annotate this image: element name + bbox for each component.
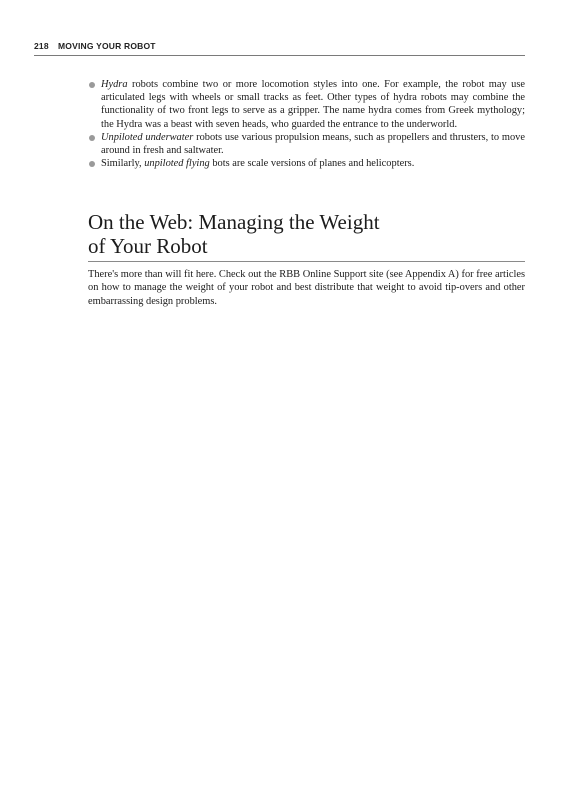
bullet-item-underwater <box>88 131 525 157</box>
page-number: 218 <box>34 41 49 51</box>
bullet-term: Unpiloted underwater <box>101 131 194 143</box>
running-head: MOVING YOUR ROBOT <box>58 41 156 51</box>
section-heading-line-2: of Your Robot <box>88 234 208 258</box>
bullet-term: unpiloted flying <box>144 158 210 170</box>
section-heading <box>88 210 525 262</box>
bullet-text: robots combine two or more locomotion styles into one. For example, the robot may use articulated legs with wheels or small tracks as feet. Other types of hydra robots may combine the functionality of two front legs to serve as a gripper. The name hydra comes from Greek mythology; the Hydra was a beast with seven heads, who guarded the entrance to the underworld. <box>101 79 525 130</box>
bullet-text: robots use various propulsion means, such as propellers and thrusters, to move around in fresh and saltwater. <box>101 131 525 157</box>
bullet-text: bots are scale versions of planes and helicopters. <box>209 158 415 170</box>
bullet-dot-icon <box>89 82 95 88</box>
section-heading-line-1: On the Web: Managing the Weight <box>88 210 380 234</box>
bullet-item-hydra <box>88 78 525 131</box>
bullet-item-flying <box>88 157 525 170</box>
bullet-dot-icon <box>89 135 95 141</box>
bullet-dot-icon <box>89 161 95 167</box>
page-header <box>34 41 525 56</box>
bullet-lead: Similarly, <box>101 158 145 170</box>
section-paragraph: There's more than will fit here. Check out the RBB Online Support site (see Appendix A) for free articles on how to manage the weight of your robot and best distribute that weight to avoid tip-overs and other embarrassing design problems. <box>88 269 525 307</box>
bullet-term: Hydra <box>101 79 128 90</box>
locomotion-bullet-list <box>88 78 525 170</box>
